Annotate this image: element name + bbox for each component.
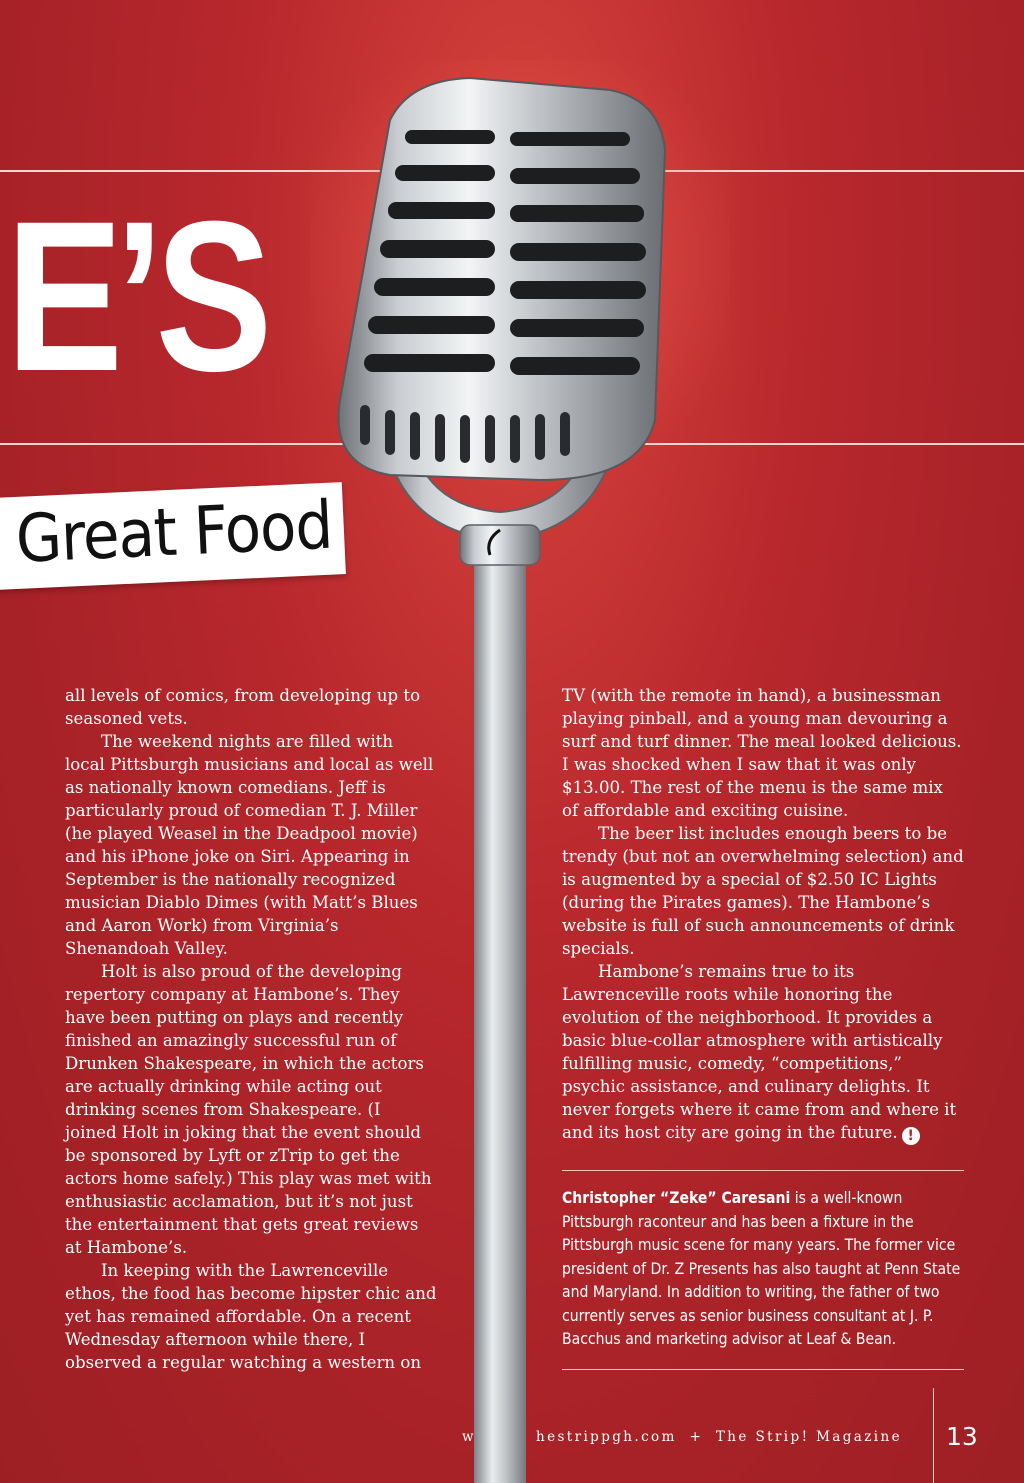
author-bio — [562, 1187, 964, 1352]
banner-text: Great Food — [14, 486, 334, 578]
page-number: 13 — [946, 1422, 978, 1451]
headline-banner — [0, 482, 346, 590]
article-column-right — [562, 684, 964, 1145]
footer-magazine: The Strip! Magazine — [715, 1429, 902, 1445]
paragraph: TV (with the remote in hand), a businessman playing pinball, and a young man devouring a surf and turf dinner. The meal looked delicious. I was shocked when I saw that it was only $13.00. The rest of the menu is the same mix of affordable and exciting cuisine. — [562, 686, 962, 820]
bio-bottom-rule — [562, 1369, 964, 1370]
paragraph-text: Hambone’s remains true to its Lawrenceville roots while honoring the evolution of the neighborhood. It provides a basic blue-collar atmosphere with artistically fulfilling music, comedy, “competitions,” psychic assistance, and culinary delights. It never forgets where it came from and where it and its host city are going in the future. — [562, 962, 957, 1142]
author-name: Christopher “Zeke” Caresani — [562, 1189, 791, 1207]
headline-fragment: E’S — [6, 177, 265, 416]
article-column-left — [65, 684, 437, 1374]
paragraph: The beer list includes enough beers to be trendy (but not an overwhelming selection) and is augmented by a special of $2.50 IC Lights (during the Pirates games). The Hambone’s website is full of such announcements of drink specials. — [562, 824, 964, 958]
paragraph: The weekend nights are filled with local Pittsburgh musicians and local as well as nationally known comedians. Jeff is particularly proud of comedian T. J. Miller (he played Weasel in the Deadpool movie) and his iPhone joke on Siri. Appearing in September is the nationally recognized musician Diablo Dimes (with Matt’s Blues and Aaron Work) from Virginia’s Shenandoah Valley. — [65, 732, 434, 958]
paragraph: Holt is also proud of the developing repertory company at Hambone’s. They have been putting on plays and recently finished an amazingly successful run of Drunken Shakespeare, in which the actors are actually drinking while acting out drinking scenes from Shakespeare. (I joined Holt in joking that the event should be sponsored by Lyft or zTrip to get the actors home safely.) This play was met with enthusiastic acclamation, but it’s not just the entertainment that gets great reviews at Hambone’s. — [65, 962, 432, 1257]
paragraph — [562, 960, 964, 1145]
footer-divider — [933, 1388, 934, 1483]
footer-url-prefix: w — [462, 1429, 476, 1445]
footer-url: hestrippgh.com — [535, 1429, 677, 1445]
footer-credit — [462, 1429, 922, 1445]
mic-stand-pole — [474, 550, 526, 1483]
end-of-article-mark-icon: ! — [902, 1127, 920, 1145]
author-bio-text: is a well-known Pittsburgh raconteur and has been a fixture in the Pittsburgh music scene for many years. The former vice president of Dr. Z Presents has also taught at Penn State and Maryland. In addition to writing, the father of two currently serves as senior business consultant at J. P. Bacchus and marketing advisor at Leaf & Bean. — [562, 1189, 961, 1348]
paragraph: In keeping with the Lawrenceville ethos, the food has become hipster chic and yet has remained affordable. On a recent Wednesday afternoon while there, I observed a regular watching a western on — [65, 1261, 437, 1372]
paragraph: all levels of comics, from developing up to seasoned vets. — [65, 686, 421, 728]
footer-separator: + — [689, 1429, 704, 1445]
bio-top-rule — [562, 1170, 964, 1171]
